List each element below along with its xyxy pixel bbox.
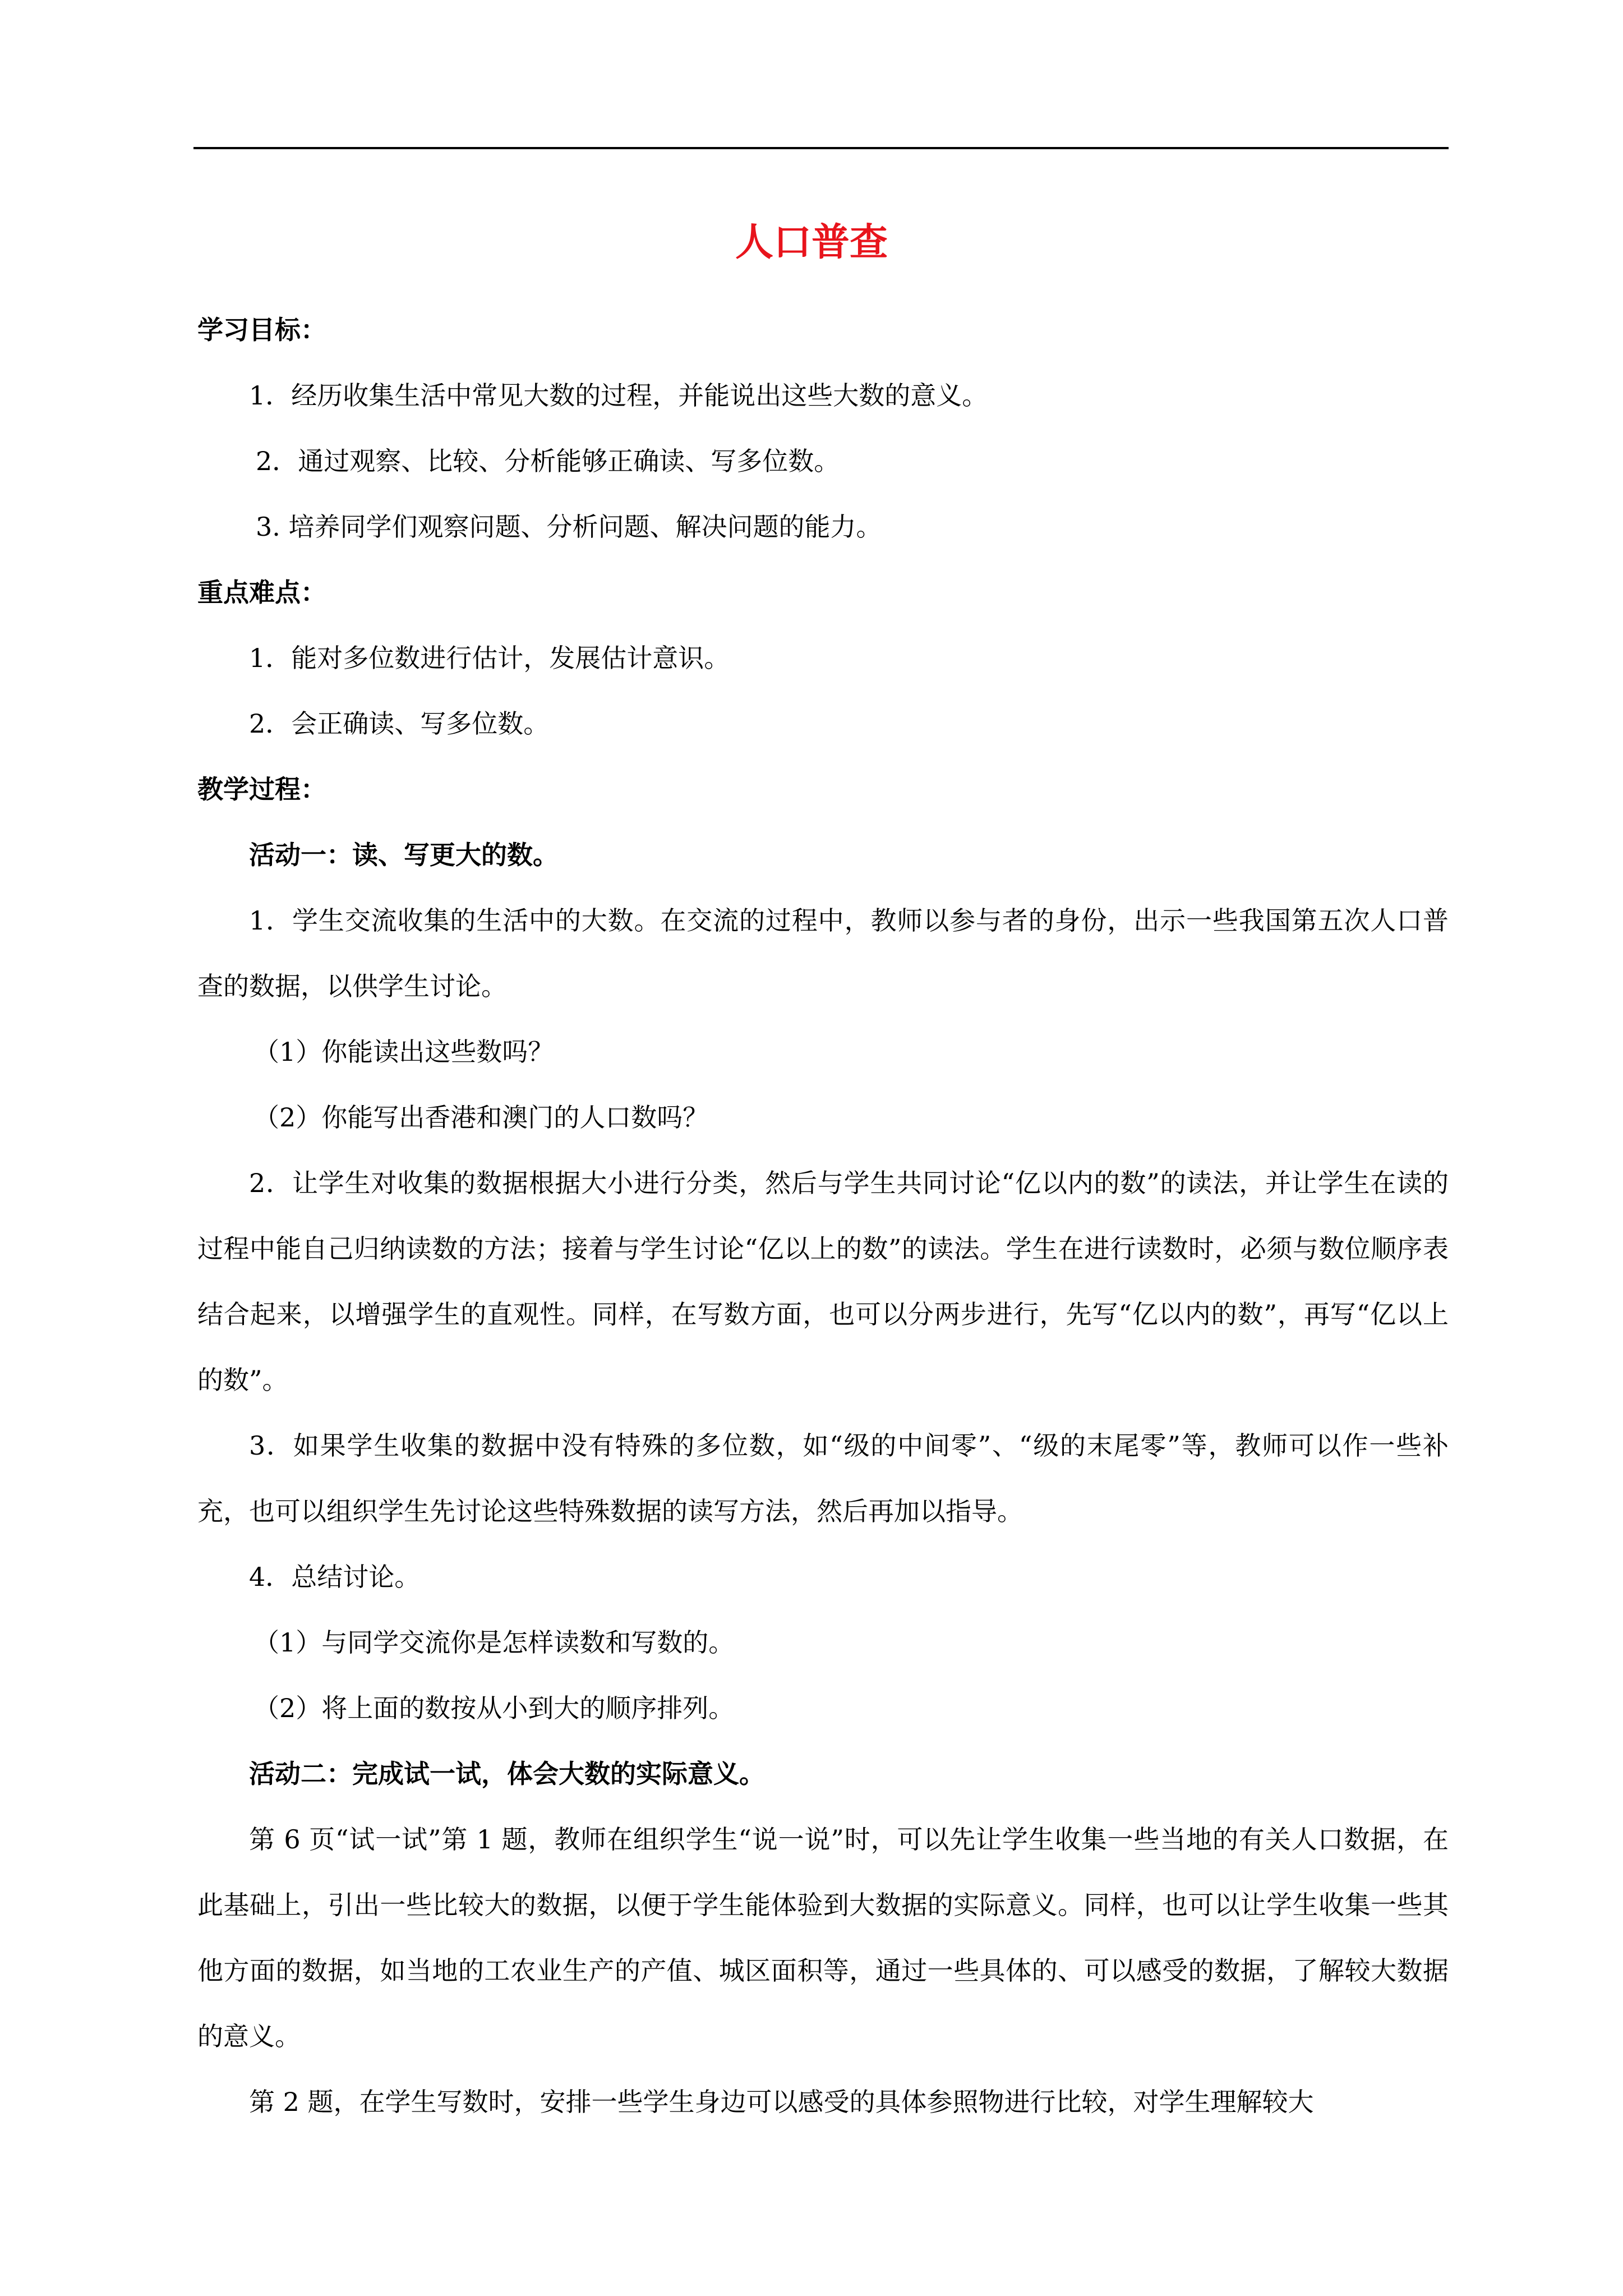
paragraph: 1．学生交流收集的生活中的大数。在交流的过程中，教师以参与者的身份，出示一些我国第五次人口普查的数据，以供学生讨论。 xyxy=(197,905,1449,1001)
question-item: （2）你能写出香港和澳门的人口数吗？ xyxy=(253,1102,709,1133)
paragraph: 第 6 页“试一试”第 1 题，教师在组织学生“说一说”时，可以先让学生收集一些当地的有关人口数据，在此基础上，引出一些比较大的数据，以便于学生能体验到大数据的实际意义。同样，也可以让学生收集一些其他方面的数据，如当地的工农业生产的产值、城区面积等，通过一些具体的、可以感受的数据，了解较大数据的意义。 xyxy=(197,1824,1449,2051)
objective-item: 1．经历收集生活中常见大数的过程，并能说出这些大数的意义。 xyxy=(249,380,988,411)
activity-one-title: 活动一：读、写更大的数。 xyxy=(249,840,559,870)
document-title: 人口普查 xyxy=(735,220,888,265)
paragraph: 2．让学生对收集的数据根据大小进行分类，然后与学生共同讨论“亿以内的数”的读法，并让学生在读的过程中能自己归纳读数的方法；接着与学生讨论“亿以上的数”的读法。学生在进行读数时，必须与数位顺序表结合起来，以增强学生的直观性。同样，在写数方面，也可以分两步进行，先写“亿以内的数”，再写“亿以上的数”。 xyxy=(197,1168,1449,1395)
key-points-heading: 重点难点： xyxy=(197,577,326,608)
paragraph: 4．总结讨论。 xyxy=(249,1562,421,1592)
objective-item: 2．通过观察、比较、分析能够正确读、写多位数。 xyxy=(256,446,840,476)
key-point-item: 1．能对多位数进行估计，发展估计意识。 xyxy=(249,643,730,673)
summary-item: （1）与同学交流你是怎样读数和写数的。 xyxy=(253,1627,735,1658)
paragraph: 3．如果学生收集的数据中没有特殊的多位数，如“级的中间零”、“级的末尾零”等，教师可以作一些补充，也可以组织学生先讨论这些特殊数据的读写方法，然后再加以指导。 xyxy=(197,1430,1449,1526)
question-item: （1）你能读出这些数吗？ xyxy=(253,1037,554,1067)
objectives-heading: 学习目标： xyxy=(197,315,326,345)
summary-item: （2）将上面的数按从小到大的顺序排列。 xyxy=(253,1693,735,1723)
objective-item: 3. 培养同学们观察问题、分析问题、解决问题的能力。 xyxy=(256,512,882,542)
paragraph: 第 2 题，在学生写数时，安排一些学生身边可以感受的具体参照物进行比较，对学生理解较大 xyxy=(249,2087,1314,2117)
activity-two-title: 活动二：完成试一试，体会大数的实际意义。 xyxy=(249,1759,765,1789)
key-point-item: 2．会正确读、写多位数。 xyxy=(249,708,550,739)
process-heading: 教学过程： xyxy=(197,774,326,804)
header-rule xyxy=(193,147,1449,149)
document-body xyxy=(197,297,1449,2135)
